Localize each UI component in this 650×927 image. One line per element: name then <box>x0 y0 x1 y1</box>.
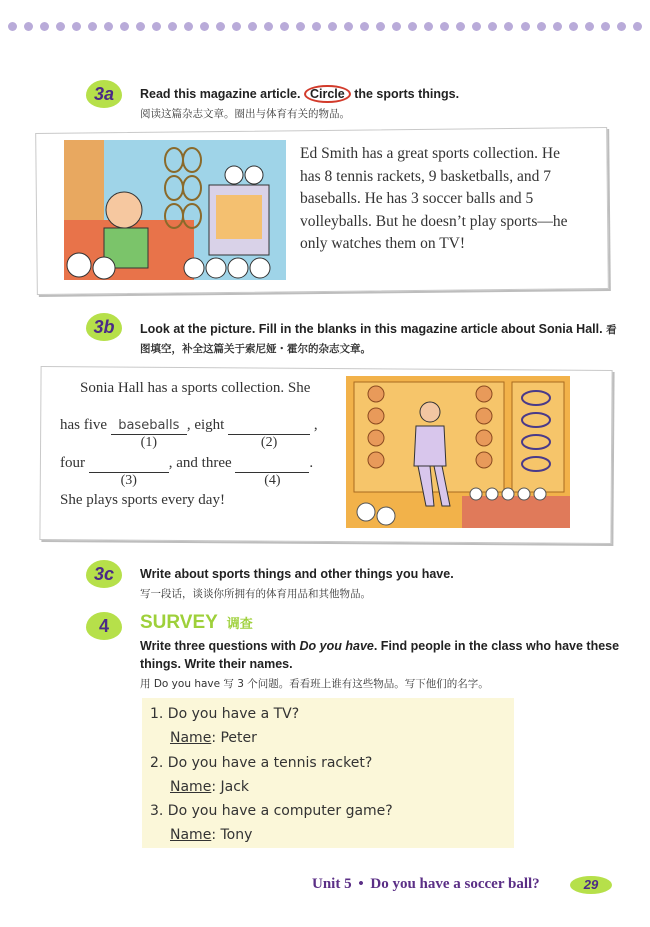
survey-name-2: Name: Jack <box>170 779 249 795</box>
survey-name-1: Name: Peter <box>170 730 257 746</box>
section-3b-instruction: Look at the picture. Fill in the blanks in this magazine article about Sonia Hall. 看图填空，补全这篇关于索尼娅・霍尔的杂志文章。 <box>140 322 617 355</box>
article-3b-line3: four (3) , and three (4) . <box>60 455 314 488</box>
section-3a-chinese: 阅读这篇杂志文章。圈出与体育有关的物品。 <box>140 108 350 120</box>
circle-word: Circle <box>304 85 351 103</box>
section-3c-instruction: Write about sports things and other things you have. <box>140 567 454 581</box>
survey-question-3: 3. Do you have a computer game? <box>150 803 393 819</box>
footer-title: Do you have a soccer ball? <box>370 876 540 892</box>
blank-4[interactable]: (4) <box>235 455 309 473</box>
survey-name-3: Name: Tony <box>170 827 253 843</box>
blank-1[interactable]: baseballs (1) <box>111 417 187 435</box>
page-footer: Unit 5 • Do you have a soccer ball? <box>312 876 540 892</box>
section-3c-chinese: 写一段话，谈谈你所拥有的体育用品和其他物品。 <box>140 588 371 600</box>
footer-unit: Unit 5 <box>312 876 352 892</box>
survey-question-1: 1. Do you have a TV? <box>150 706 300 722</box>
survey-title-cn: 调查 <box>226 617 253 632</box>
sonia-hall-illustration <box>346 376 570 528</box>
blank-2[interactable]: (2) <box>228 417 310 435</box>
ed-smith-illustration <box>64 140 286 280</box>
survey-title: SURVEY 调查 <box>140 612 253 633</box>
article-3b-line1: Sonia Hall has a sports collection. She <box>80 380 311 396</box>
survey-question-2: 2. Do you have a tennis racket? <box>150 755 373 771</box>
section-3a-instruction: Read this magazine article. Circle the sports things. <box>140 87 460 101</box>
article-3b-line4: She plays sports every day! <box>60 492 225 508</box>
blank-3[interactable]: (3) <box>89 455 169 473</box>
section-3b-chinese: 看图填空，补全这篇关于索尼娅・霍尔的杂志文章。 <box>140 324 617 355</box>
page-number: 29 <box>570 876 612 894</box>
section-4-badge: 4 <box>86 612 122 640</box>
top-dot-border <box>8 22 642 34</box>
article-3a-text: Ed Smith has a great sports collection. He has 8 tennis rackets, 9 basketballs, and 7 baseballs. He has 3 soccer balls and 5 volleyballs. But he doesn’t play sports—he only watches them on TV! <box>300 145 568 252</box>
section-3b-badge: 3b <box>86 313 122 341</box>
article-3b-line2: has five baseballs (1) , eight (2) , <box>60 417 318 450</box>
section-4-instruction: Write three questions with Do you have. Find people in the class who have these things. Write their names. <box>140 639 620 671</box>
section-3a-badge: 3a <box>86 80 122 108</box>
section-3c-badge: 3c <box>86 560 122 588</box>
section-4-chinese: 用 Do you have 写 3 个问题。看看班上谁有这些物品。写下他们的名字。 <box>140 678 489 690</box>
